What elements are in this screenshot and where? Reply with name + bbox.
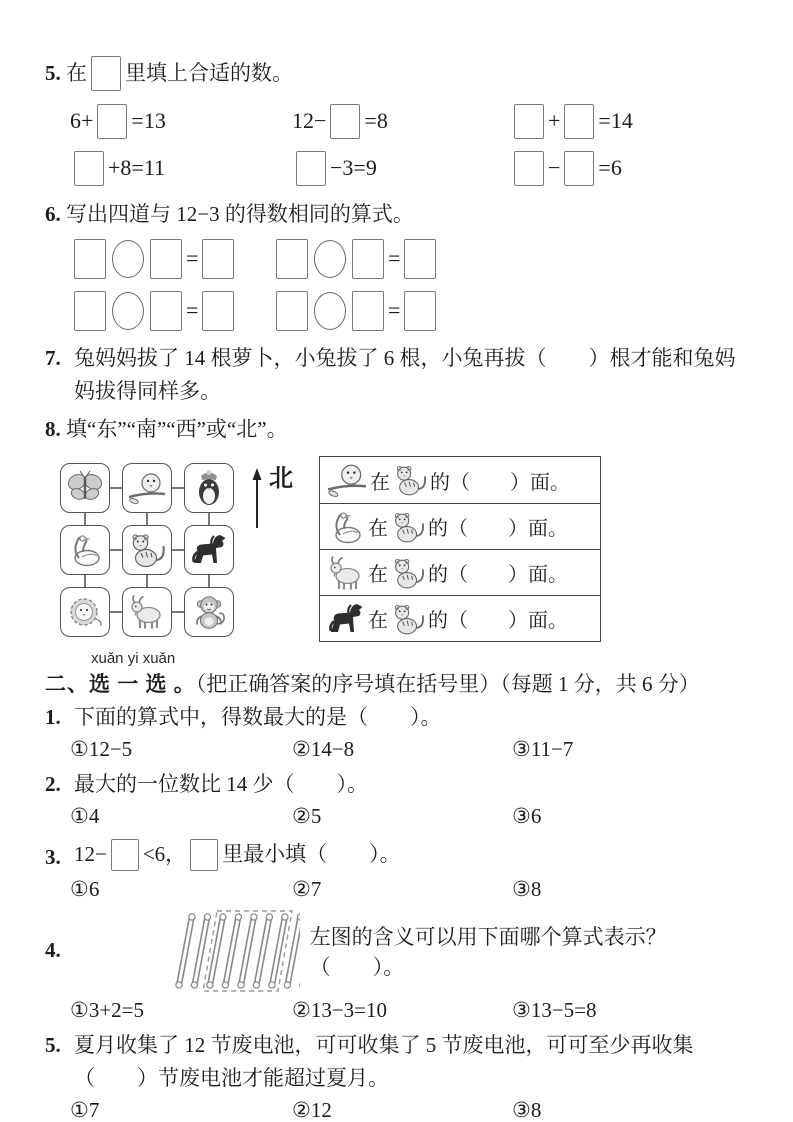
choice-question-3-text: 12− <6， 里最小填（ ）。 [74, 842, 401, 866]
answer-box[interactable] [330, 104, 360, 139]
equation: − =6 [510, 151, 755, 189]
connector-line [110, 549, 122, 551]
choice-question-5-options [45, 1095, 755, 1122]
equation: +8=11 [70, 151, 292, 189]
question-5-title [45, 56, 755, 94]
choice-question-1-text: 下面的算式中，得数最大的是（ ）。 [74, 705, 442, 730]
question-number: 8. [45, 417, 61, 442]
question-number: 3. [45, 845, 61, 870]
sentence-row-bird [320, 457, 600, 503]
goat-icon [326, 553, 366, 593]
sentence-zai: 在 [368, 610, 388, 633]
answer-box[interactable] [74, 239, 106, 279]
choice-question-4-text: 左图的含义可以用下面哪个算式表示？（ ）。 [309, 924, 667, 979]
answer-box[interactable] [514, 104, 544, 139]
question-6-templates [45, 239, 500, 334]
tiger-icon [127, 530, 167, 570]
option-2: ②5 [292, 804, 322, 829]
grid-cell-monkey [184, 587, 234, 637]
tiger-icon [392, 462, 428, 498]
question-5 [45, 56, 755, 189]
choice-question-5 [45, 1029, 755, 1095]
tiger-icon [390, 509, 426, 545]
tiger-icon [390, 601, 426, 637]
equation-template: = [272, 239, 500, 282]
option-1: ①6 [70, 876, 100, 901]
option-3: ③11−7 [512, 737, 574, 762]
choice-question-2-text: 最大的一位数比 14 少（ ）。 [74, 772, 368, 797]
section-2-heading-main: 二、选 一 选 。 [45, 672, 196, 697]
option-1: ①3+2=5 [70, 997, 145, 1022]
section-2-heading [45, 667, 755, 701]
bird-icon [127, 468, 167, 508]
choice-question-1-options [45, 734, 755, 765]
swan-icon [65, 530, 105, 570]
horse-icon [326, 599, 366, 639]
penguin-icon [189, 468, 229, 508]
sentence-rest: 的（ ）面。 [428, 564, 568, 587]
equation: + =14 [510, 104, 755, 142]
question-number: 5. [45, 1032, 61, 1057]
connector-line [84, 513, 86, 525]
tiger-icon [390, 555, 426, 591]
equation: 6+ =13 [70, 104, 292, 142]
choice-question-5-line2: （ ）节废电池才能超过夏月。 [74, 1065, 389, 1090]
connector-line [172, 487, 184, 489]
sentence-zai: 在 [368, 518, 388, 541]
animal-grid [60, 463, 234, 637]
monkey-icon [189, 592, 229, 632]
choice-question-4 [45, 909, 755, 993]
connector-line [208, 513, 210, 525]
grid-cell-lion [60, 587, 110, 637]
answer-box[interactable] [150, 291, 182, 331]
question-number: 5. [45, 61, 61, 85]
grid-cell-swan [60, 525, 110, 575]
operator-circle[interactable] [314, 292, 346, 330]
option-1: ①12−5 [70, 737, 133, 762]
grid-cell-tiger [122, 525, 172, 575]
grid-cell-butterfly [60, 463, 110, 513]
choice-question-5-line1: 夏月收集了 12 节废电池，可可收集了 5 节废电池，可可至少再收集 [74, 1032, 694, 1057]
answer-box[interactable] [564, 104, 594, 139]
answer-box[interactable] [564, 151, 594, 186]
option-3: ③8 [512, 876, 542, 901]
grid-cell-bird [122, 463, 172, 513]
option-3: ③8 [512, 1097, 542, 1122]
question-7-line2: 妈拔得同样多。 [74, 379, 221, 404]
option-1: ①4 [70, 804, 100, 829]
pinyin-annotation: xuǎn yi xuǎn [91, 650, 176, 668]
answer-box[interactable] [404, 291, 436, 331]
answer-box[interactable] [74, 151, 104, 186]
sentence-row-horse [320, 595, 600, 641]
option-1: ①7 [70, 1097, 100, 1122]
answer-box[interactable] [74, 291, 106, 331]
section-2-heading-note: （把正确答案的序号填在括号里）（每题 1 分，共 6 分） [195, 672, 700, 697]
question-6 [45, 197, 755, 334]
section-2 [45, 650, 755, 1122]
choice-question-2-options [45, 801, 755, 832]
question-8-content [45, 450, 755, 642]
connector-line [110, 487, 122, 489]
equation-template: = [70, 291, 272, 334]
direction-sentence-box [319, 456, 601, 642]
question-number: 7. [45, 346, 61, 371]
question-8 [45, 412, 755, 642]
option-3: ③13−5=8 [512, 997, 597, 1022]
lion-icon [65, 592, 105, 632]
choice-question-1 [45, 701, 755, 734]
question-6-title [45, 197, 755, 231]
sentence-zai: 在 [368, 564, 388, 587]
answer-box[interactable] [276, 239, 308, 279]
equation-template: = [272, 291, 500, 334]
answer-box[interactable] [150, 239, 182, 279]
bird-icon [326, 459, 368, 501]
connector-line [208, 575, 210, 587]
answer-box[interactable] [352, 291, 384, 331]
answer-box[interactable] [514, 151, 544, 186]
equation: −3=9 [292, 151, 510, 189]
question-number: 6. [45, 202, 61, 227]
butterfly-icon [65, 468, 105, 508]
choice-question-3 [45, 835, 755, 874]
question-7-line1: 兔妈妈拔了 14 根萝卜，小兔拔了 6 根，小兔再拔（ ）根才能和兔妈 [74, 346, 736, 371]
operator-circle[interactable] [314, 240, 346, 278]
connector-line [146, 575, 148, 587]
equation: 12− =8 [292, 104, 510, 142]
counting-sticks-image [71, 909, 300, 993]
swan-icon [326, 507, 366, 547]
question-5-equations [45, 104, 755, 189]
choice-question-3-options [45, 874, 755, 905]
sentence-rest: 的（ ）面。 [428, 518, 568, 541]
question-number: 2. [45, 772, 61, 797]
answer-box[interactable] [404, 239, 436, 279]
horse-icon [189, 530, 229, 570]
grid-cell-penguin [184, 463, 234, 513]
answer-box[interactable] [91, 56, 121, 91]
answer-box[interactable] [97, 104, 127, 139]
question-7 [45, 342, 755, 408]
grid-cell-horse [184, 525, 234, 575]
connector-line [146, 513, 148, 525]
sentence-zai: 在 [370, 471, 390, 494]
grid-cell-goat [122, 587, 172, 637]
option-2: ②7 [292, 876, 322, 901]
question-8-title [45, 412, 755, 446]
connector-line [172, 549, 184, 551]
question-8-text: 填“东”“南”“西”或“北”。 [66, 417, 288, 442]
question-number: 4. [45, 938, 61, 963]
sentence-rest: 的（ ）面。 [430, 471, 570, 494]
sentence-row-swan [320, 503, 600, 549]
choice-question-4-options [45, 995, 755, 1026]
question-number: 1. [45, 705, 61, 730]
sentence-rest: 的（ ）面。 [428, 610, 568, 633]
answer-box[interactable] [202, 239, 234, 279]
answer-box[interactable] [296, 151, 326, 186]
goat-icon [127, 592, 167, 632]
option-2: ②13−3=10 [292, 997, 388, 1022]
choice-question-2 [45, 768, 755, 801]
north-indicator [248, 466, 293, 530]
answer-box[interactable] [352, 239, 384, 279]
answer-box[interactable] [276, 291, 308, 331]
north-arrow-icon [248, 466, 266, 530]
connector-line [84, 575, 86, 587]
option-2: ②14−8 [292, 737, 355, 762]
operator-circle[interactable] [112, 240, 144, 278]
option-3: ③6 [512, 804, 542, 829]
answer-box[interactable] [190, 839, 218, 871]
option-2: ②12 [292, 1097, 332, 1122]
north-label: 北 [269, 466, 293, 493]
sentence-row-goat [320, 549, 600, 595]
operator-circle[interactable] [112, 292, 144, 330]
equation-template: = [70, 239, 272, 282]
connector-line [172, 611, 184, 613]
answer-box[interactable] [111, 839, 139, 871]
question-6-text: 写出四道与 12−3 的得数相同的算式。 [66, 202, 414, 227]
answer-box[interactable] [202, 291, 234, 331]
connector-line [110, 611, 122, 613]
question-5-text: 在 里填上合适的数。 [66, 61, 293, 85]
